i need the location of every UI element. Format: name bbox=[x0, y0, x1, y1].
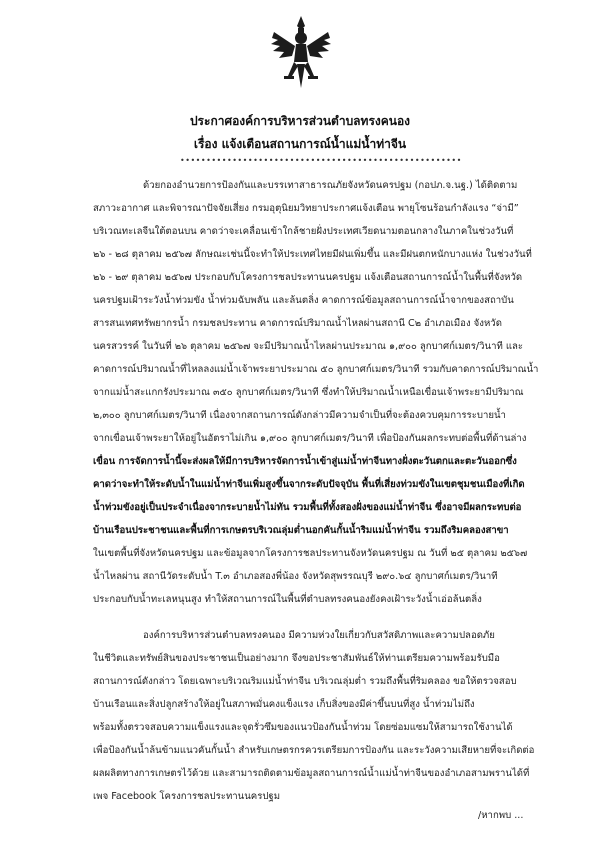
para1-line: ๒๖ - ๒๙ ตุลาคม ๒๕๖๗ ประกอบกับโครงการชลประทานนครปฐม แจ้งเตือนสถานการณ์น้ำในพื้นที่จังหวัด bbox=[93, 272, 523, 283]
para1-bold-line: บ้านเรือนประชาชนและพื้นที่การเกษตรบริเวณลุ่มต่ำนอกคันกั้นน้ำริมแม่น้ำท่าจีน รวมถึงริมคลองสาขา bbox=[93, 525, 509, 536]
para1-line: ๒๖ - ๒๘ ตุลาคม ๒๕๖๗ ลักษณะเช่นนี้จะทำให้ประเทศไทยมีฝนเพิ่มขึ้น และมีฝนตกหนักบางแห่ง ในช่วงวันที่ bbox=[93, 249, 532, 260]
para2-line: ผลผลิตทางการเกษตรไว้ด้วย และสามารถติดตามข้อมูลสถานการณ์น้ำแม่น้ำท่าจีนของอำเภอสามพรานได้ที่ bbox=[93, 768, 530, 779]
para2-line: เพจ Facebook โครงการชลประทานนครปฐม bbox=[93, 791, 281, 802]
para2-line: พร้อมทั้งตรวจสอบความแข็งแรงและจุดรั่วซึมของแนวป้องกันน้ำท่วม โดยซ่อมแซมให้สามารถใช้งานได้ bbox=[93, 722, 513, 733]
announcement-title: ประกาศองค์การบริหารส่วนตำบลทรงคนอง bbox=[189, 114, 411, 128]
garuda-emblem-icon bbox=[270, 14, 332, 90]
para1-line: นครปฐมเฝ้าระวังน้ำท่วมขัง น้ำท่วมฉับพลัน และล้นตลิ่ง คาดการณ์ข้อมูลสถานการณ์น้ำจากของสถาบัน bbox=[93, 295, 514, 306]
para1-line: ประกอบกับน้ำทะเลหนุนสูง ทำให้สถานการณ์ในพื้นที่ตำบลทรงคนองยังคงเฝ้าระวังน้ำเอ่อล้นตลิ่ง bbox=[93, 594, 482, 605]
para1-bold-line: เขื่อน การจัดการน้ำนี้จะส่งผลให้มีการบริหารจัดการน้ำเข้าสู่แม่น้ำท่าจีนทางฝั่งตะวันตกและตะวันออกซึ่ง bbox=[93, 456, 517, 467]
para1-line: สารสนเทศทรัพยากรน้ำ กรมชลประทาน คาดการณ์ปริมาณน้ำไหลผ่านสถานี C๒ อำเภอเมือง จังหวัด bbox=[93, 318, 502, 329]
continued-marker: /หากพบ ... bbox=[478, 810, 524, 821]
para1-line: นครสวรรค์ ในวันที่ ๒๖ ตุลาคม ๒๕๖๗ จะมีปริมาณน้ำไหลผ่านประมาณ ๑,๙๐๐ ลูกบาศก์เมตร/วินาที และ bbox=[93, 341, 524, 352]
announcement-subject: เรื่อง แจ้งเตือนสถานการณ์น้ำแม่น้ำท่าจีน bbox=[193, 137, 407, 151]
para1-line: สภาวะอากาศ และพิจารณาปัจจัยเสี่ยง กรมอุตุนิยมวิทยาประกาศแจ้งเตือน พายุโซนร้อนกำลังแรง “จ่ามี” bbox=[93, 203, 519, 214]
para2-line: องค์การบริหารส่วนตำบลทรงคนอง มีความห่วงใยเกี่ยวกับสวัสดิภาพและความปลอดภัย bbox=[143, 630, 495, 641]
title-separator: •••••••••••••••••••••••••••••••••••••••••••••••••••••• bbox=[180, 156, 462, 165]
para1-line: น้ำไหลผ่าน สถานีวัดระดับน้ำ T.๓ อำเภอสองพี่น้อง จังหวัดสุพรรณบุรี ๒๙๐.๖๔ ลูกบาศก์เมตร/วินาที bbox=[93, 571, 498, 582]
para2-line: สถานการณ์ดังกล่าว โดยเฉพาะบริเวณริมแม่น้ำท่าจีน บริเวณลุ่มต่ำ รวมถึงพื้นที่ริมคลอง ขอให้ตรวจสอบ bbox=[93, 676, 517, 687]
para1-line: บริเวณทะเลจีนใต้ตอนบน คาดว่าจะเคลื่อนเข้าใกล้ชายฝั่งประเทศเวียดนามตอนกลางในภาคในช่วงวันที่ bbox=[93, 226, 514, 237]
para1-line: จากเขื่อนเจ้าพระยาให้อยู่ในอัตราไม่เกิน ๑,๙๐๐ ลูกบาศก์เมตร/วินาที เพื่อป้องกันผลกระทบต่อพื้นที่ด้านล่าง bbox=[93, 433, 527, 444]
para1-line: ในเขตพื้นที่จังหวัดนครปฐม และข้อมูลจากโครงการชลประทานจังหวัดนครปฐม ณ วันที่ ๒๕ ตุลาคม ๒๕๖๗ bbox=[93, 548, 528, 559]
para2-line: เพื่อป้องกันน้ำล้นข้ามแนวคันกั้นน้ำ สำหรับเกษตรกรควรเตรียมการป้องกัน และระวังความเสียหายที่จะเกิดต่อ bbox=[93, 745, 535, 756]
para1-line: ด้วยกองอำนวยการป้องกันและบรรเทาสาธารณภัยจังหวัดนครปฐม (กอปภ.จ.นฐ.) ได้ติดตาม bbox=[143, 180, 518, 191]
para1-line: คาดการณ์ปริมาณน้ำที่ไหลลงแม่น้ำเจ้าพระยาประมาณ ๕๐ ลูกบาศก์เมตร/วินาที รวมกับคาดการณ์ปริมาณน้ำ bbox=[93, 364, 539, 375]
para2-line: ในชีวิตและทรัพย์สินของประชาชนเป็นอย่างมาก จึงขอประชาสัมพันธ์ให้ท่านเตรียมความพร้อมรับมือ bbox=[93, 653, 500, 664]
para2-line: บ้านเรือนและสิ่งปลูกสร้างให้อยู่ในสภาพมั่นคงแข็งแรง เก็บสิ่งของมีค่าขึ้นบนที่สูง น้ำท่วมไม่ถึง bbox=[93, 699, 475, 710]
para1-bold-line: น้ำท่วมขังอยู่เป็นประจำเนื่องจากระบายน้ำไม่ทัน รวมพื้นที่ทั้งสองฝั่งของแม่น้ำท่าจีน ซึ่งอาจมีผลกระทบต่อ bbox=[93, 502, 522, 513]
para1-line: จากแม่น้ำสะแกกรังประมาณ ๓๕๐ ลูกบาศก์เมตร/วินาที ซึ่งทำให้ปริมาณน้ำเหนือเขื่อนเจ้าพระยามีปริมาณ bbox=[93, 387, 524, 398]
para1-bold-line: คาดว่าจะทำให้ระดับน้ำในแม่น้ำท่าจีนเพิ่มสูงขึ้นจากระดับปัจจุบัน พื้นที่เสี่ยงท่วมขังในเขตชุมชนเมืองที่เกิด bbox=[93, 479, 525, 490]
para1-line: ๒,๓๐๐ ลูกบาศก์เมตร/วินาที เนื่องจากสถานการณ์ดังกล่าวมีความจำเป็นที่จะต้องควบคุมการระบายน้ำ bbox=[93, 410, 506, 421]
